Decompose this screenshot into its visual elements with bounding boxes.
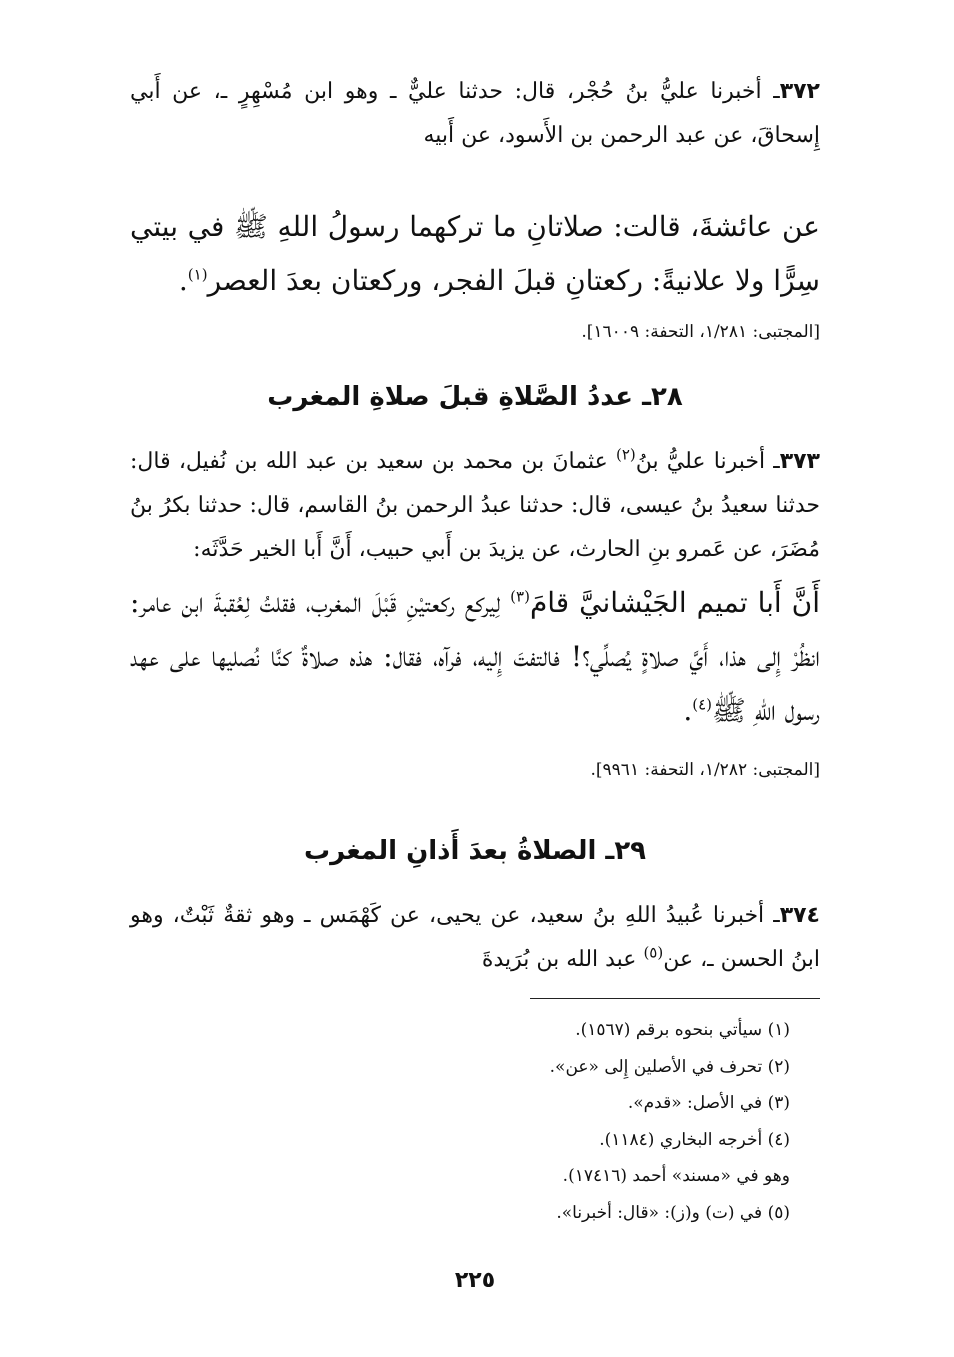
isnad-text: عثمانَ بن محمد بن سعيد بن عبد الله بن نُفيل، قال: حدثنا سعيدُ بنُ عيسى، قال: حدثنا عبدُ الرحمن بنُ القاسم، قال: حدثنا بكرُ بنُ مُضَرَ، عن عَمرو بنِ الحارث، عن يزيدَ بن أَبي حبيب، أَنَّ أَبا الخير حَدَّثَه: — [130, 449, 820, 562]
isnad-text: عبد الله بن بُرَيدةَ — [481, 947, 637, 972]
footnotes-list — [190, 1012, 790, 1231]
hadith-372-matn — [130, 200, 820, 308]
matn-end: . — [683, 694, 693, 727]
page-number: ٢٢٥ — [454, 1268, 496, 1293]
hadith-number: ٣٧٢ — [779, 79, 820, 104]
hadith-372-isnad — [130, 70, 820, 158]
reference-text: [المجتبى: ١/٢٨١، التحفة: ١٦٠٠٩]. — [581, 322, 820, 342]
footnote-divider — [530, 998, 820, 999]
footnote-marker: (٣) — [510, 587, 530, 606]
footnote-item: (١) سيأتي بنحوه برقم (١٥٦٧). — [575, 1020, 790, 1040]
footnote-item: (٢) تحرف في الأصلين إِلى «عن». — [549, 1056, 790, 1077]
isnad-text: ـ أخبرنا عليُّ بنُ — [635, 449, 780, 474]
isnad-text: ـ أخبرنا عليُّ بنُ حُجْر، قال: حدثنا عليٌّ ـ وهو ابن مُسْهِرٍ ـ، عن أَبي إِسحاقَ، عن عبد الرحمن بن الأَسود، عن أَبيه — [130, 79, 820, 148]
chapter-28-title — [130, 382, 820, 412]
chapter-29-title — [130, 836, 820, 866]
footnote-marker: (٤) — [692, 695, 713, 714]
book-page — [130, 70, 820, 1293]
matn-text: أَنَّ أَبا تميم الجَيْشانيَّ قامَ — [529, 586, 820, 619]
hadith-number: ٣٧٣ — [779, 449, 820, 474]
matn-text: عن عائشةَ، قالت: صلاتانِ ما تركهما رسولُ اللهِ ﷺ في بيتي سِرًّا ولا علانيةً: ركعتانِ قبلَ الفجر، وركعتان بعدَ العصر — [130, 210, 820, 297]
footnote-item: (٥) في (ت) و(ز): «قال: أخبرنا». — [556, 1202, 790, 1223]
hadith-372-reference — [130, 318, 820, 346]
matn-text: لِيركع ركعتيْنِ قَبْلَ المغرب، فقلتُ لِعُقبةَ ابن عامر: انظُرْ إِلى هذا، أَيَّ صلاةٍ يُصلِّي؟! فالتفتَ إِليه، فرآه، فقال: هذه صلاةٌ كنَّا نُصليها على عهد رسول اللهِ ﷺ — [130, 586, 820, 727]
reference-text: [المجتبى: ١/٢٨٢، التحفة: ٩٩٦١]. — [590, 760, 820, 780]
chapter-title-text: ٢٩ـ الصلاةُ بعدَ أَذانِ المغرب — [303, 836, 647, 866]
hadith-373-reference — [130, 756, 820, 784]
footnote-marker: (٥) — [643, 943, 664, 962]
footnote-item: وهو في «مسند» أحمد (١٧٤١٦). — [562, 1166, 790, 1186]
chapter-title-text: ٢٨ـ عددُ الصَّلاةِ قبلَ صلاةِ المغرب — [267, 382, 683, 412]
footnote-marker: (١) — [187, 265, 208, 284]
hadith-373-isnad — [130, 440, 820, 572]
hadith-373-matn — [130, 576, 820, 738]
matn-end: . — [178, 264, 188, 297]
hadith-374-isnad — [130, 894, 820, 982]
hadith-number: ٣٧٤ — [779, 903, 820, 928]
isnad-text: ـ أخبرنا عُبيدُ اللهِ بنُ سعيد، عن يحيى، عن كَهْمَس ـ وهو ثقةٌ ثَبْتٌ، وهو ابنُ الحسن ـ، عن — [130, 903, 820, 972]
footnote-item: (٣) في الأصل: «قدم». — [627, 1093, 790, 1113]
footnote-item: (٤) أخرجه البخاري (١١٨٤). — [599, 1129, 790, 1150]
footnote-marker: (٢) — [615, 445, 636, 464]
